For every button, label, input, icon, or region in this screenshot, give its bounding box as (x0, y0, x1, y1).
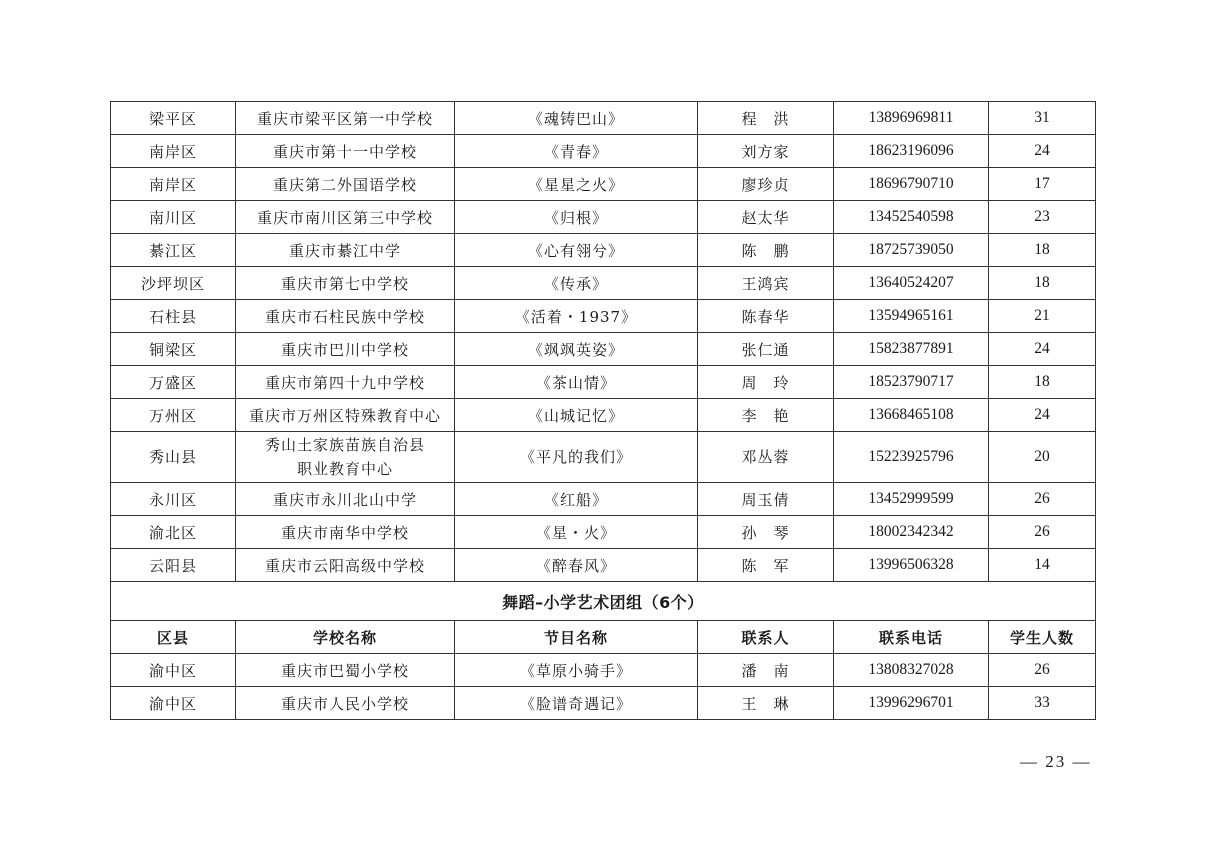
students-cell: 26 (989, 516, 1096, 549)
contact-cell: 陈 军 (698, 549, 834, 582)
program-cell: 《飒飒英姿》 (455, 333, 698, 366)
contact-cell: 李 艳 (698, 399, 834, 432)
district-cell: 沙坪坝区 (111, 267, 236, 300)
district-cell: 渝中区 (111, 654, 236, 687)
school-program-table (110, 101, 1096, 720)
section-title: 舞蹈–小学艺术团组（6个） (111, 582, 1096, 621)
table-row (111, 654, 1096, 687)
students-cell: 14 (989, 549, 1096, 582)
table-row (111, 687, 1096, 720)
district-cell: 南岸区 (111, 135, 236, 168)
phone-cell: 18623196096 (834, 135, 989, 168)
contact-cell: 王 琳 (698, 687, 834, 720)
school-cell: 重庆市永川北山中学 (236, 483, 455, 516)
contact-cell: 刘方家 (698, 135, 834, 168)
students-cell: 31 (989, 102, 1096, 135)
school-cell: 重庆市人民小学校 (236, 687, 455, 720)
program-cell: 《山城记忆》 (455, 399, 698, 432)
contact-cell: 潘 南 (698, 654, 834, 687)
table-row (111, 135, 1096, 168)
students-cell: 20 (989, 432, 1096, 483)
school-cell: 重庆市南川区第三中学校 (236, 201, 455, 234)
school-cell: 重庆市万州区特殊教育中心 (236, 399, 455, 432)
contact-cell: 周玉倩 (698, 483, 834, 516)
district-cell: 石柱县 (111, 300, 236, 333)
phone-cell: 13668465108 (834, 399, 989, 432)
phone-cell: 13594965161 (834, 300, 989, 333)
table-row (111, 201, 1096, 234)
table-row (111, 432, 1096, 483)
school-cell: 重庆市第四十九中学校 (236, 366, 455, 399)
table-row (111, 483, 1096, 516)
program-cell: 《星・火》 (455, 516, 698, 549)
program-cell: 《茶山情》 (455, 366, 698, 399)
table-row (111, 399, 1096, 432)
district-cell: 万盛区 (111, 366, 236, 399)
students-cell: 18 (989, 234, 1096, 267)
contact-cell: 周 玲 (698, 366, 834, 399)
district-cell: 铜梁区 (111, 333, 236, 366)
students-cell: 33 (989, 687, 1096, 720)
phone-cell: 13896969811 (834, 102, 989, 135)
phone-cell: 13996506328 (834, 549, 989, 582)
school-cell: 重庆市巴川中学校 (236, 333, 455, 366)
program-cell: 《平凡的我们》 (455, 432, 698, 483)
school-cell: 重庆市綦江中学 (236, 234, 455, 267)
students-cell: 26 (989, 654, 1096, 687)
table-row (111, 516, 1096, 549)
school-cell: 重庆市梁平区第一中学校 (236, 102, 455, 135)
contact-cell: 陈 鹏 (698, 234, 834, 267)
phone-cell: 13808327028 (834, 654, 989, 687)
table-row (111, 168, 1096, 201)
students-cell: 24 (989, 333, 1096, 366)
school-cell (236, 432, 455, 483)
district-cell: 万州区 (111, 399, 236, 432)
district-cell: 渝北区 (111, 516, 236, 549)
phone-cell: 13640524207 (834, 267, 989, 300)
contact-cell: 陈春华 (698, 300, 834, 333)
district-cell: 渝中区 (111, 687, 236, 720)
phone-cell: 18696790710 (834, 168, 989, 201)
district-cell: 綦江区 (111, 234, 236, 267)
header-row (111, 621, 1096, 654)
program-cell: 《归根》 (455, 201, 698, 234)
phone-cell: 15823877891 (834, 333, 989, 366)
phone-cell: 18725739050 (834, 234, 989, 267)
header-district: 区县 (111, 621, 236, 654)
phone-cell: 18002342342 (834, 516, 989, 549)
students-cell: 23 (989, 201, 1096, 234)
students-cell: 18 (989, 267, 1096, 300)
students-cell: 24 (989, 135, 1096, 168)
students-cell: 26 (989, 483, 1096, 516)
school-cell: 重庆第二外国语学校 (236, 168, 455, 201)
school-name-line: 职业教育中心 (296, 460, 393, 478)
school-cell: 重庆市第十一中学校 (236, 135, 455, 168)
students-cell: 21 (989, 300, 1096, 333)
table-row (111, 333, 1096, 366)
district-cell: 梁平区 (111, 102, 236, 135)
table-row (111, 102, 1096, 135)
district-cell: 南川区 (111, 201, 236, 234)
section-row (111, 582, 1096, 621)
program-cell: 《醉春风》 (455, 549, 698, 582)
district-cell: 南岸区 (111, 168, 236, 201)
program-cell: 《魂铸巴山》 (455, 102, 698, 135)
school-cell: 重庆市云阳高级中学校 (236, 549, 455, 582)
school-cell: 重庆市石柱民族中学校 (236, 300, 455, 333)
table-row (111, 366, 1096, 399)
school-cell: 重庆市巴蜀小学校 (236, 654, 455, 687)
table-row (111, 300, 1096, 333)
header-students: 学生人数 (989, 621, 1096, 654)
program-cell: 《红船》 (455, 483, 698, 516)
program-cell: 《脸谱奇遇记》 (455, 687, 698, 720)
header-school: 学校名称 (236, 621, 455, 654)
contact-cell: 程 洪 (698, 102, 834, 135)
contact-cell: 王鸿宾 (698, 267, 834, 300)
program-cell: 《草原小骑手》 (455, 654, 698, 687)
table-row (111, 267, 1096, 300)
program-cell: 《青春》 (455, 135, 698, 168)
contact-cell: 赵太华 (698, 201, 834, 234)
phone-cell: 18523790717 (834, 366, 989, 399)
header-phone: 联系电话 (834, 621, 989, 654)
students-cell: 18 (989, 366, 1096, 399)
program-cell: 《传承》 (455, 267, 698, 300)
table-row (111, 234, 1096, 267)
program-cell: 《活着・1937》 (455, 300, 698, 333)
header-program: 节目名称 (455, 621, 698, 654)
phone-cell: 13452999599 (834, 483, 989, 516)
district-cell: 永川区 (111, 483, 236, 516)
school-cell: 重庆市第七中学校 (236, 267, 455, 300)
contact-cell: 廖珍贞 (698, 168, 834, 201)
contact-cell: 孙 琴 (698, 516, 834, 549)
school-name-line: 秀山土家族苗族自治县 (264, 436, 425, 454)
program-cell: 《星星之火》 (455, 168, 698, 201)
contact-cell: 张仁通 (698, 333, 834, 366)
page-number: — 23 — (1020, 752, 1092, 771)
table-row (111, 549, 1096, 582)
students-cell: 24 (989, 399, 1096, 432)
header-contact: 联系人 (698, 621, 834, 654)
district-cell: 秀山县 (111, 432, 236, 483)
program-cell: 《心有翎兮》 (455, 234, 698, 267)
phone-cell: 13996296701 (834, 687, 989, 720)
district-cell: 云阳县 (111, 549, 236, 582)
contact-cell: 邓丛蓉 (698, 432, 834, 483)
phone-cell: 13452540598 (834, 201, 989, 234)
phone-cell: 15223925796 (834, 432, 989, 483)
students-cell: 17 (989, 168, 1096, 201)
school-cell: 重庆市南华中学校 (236, 516, 455, 549)
